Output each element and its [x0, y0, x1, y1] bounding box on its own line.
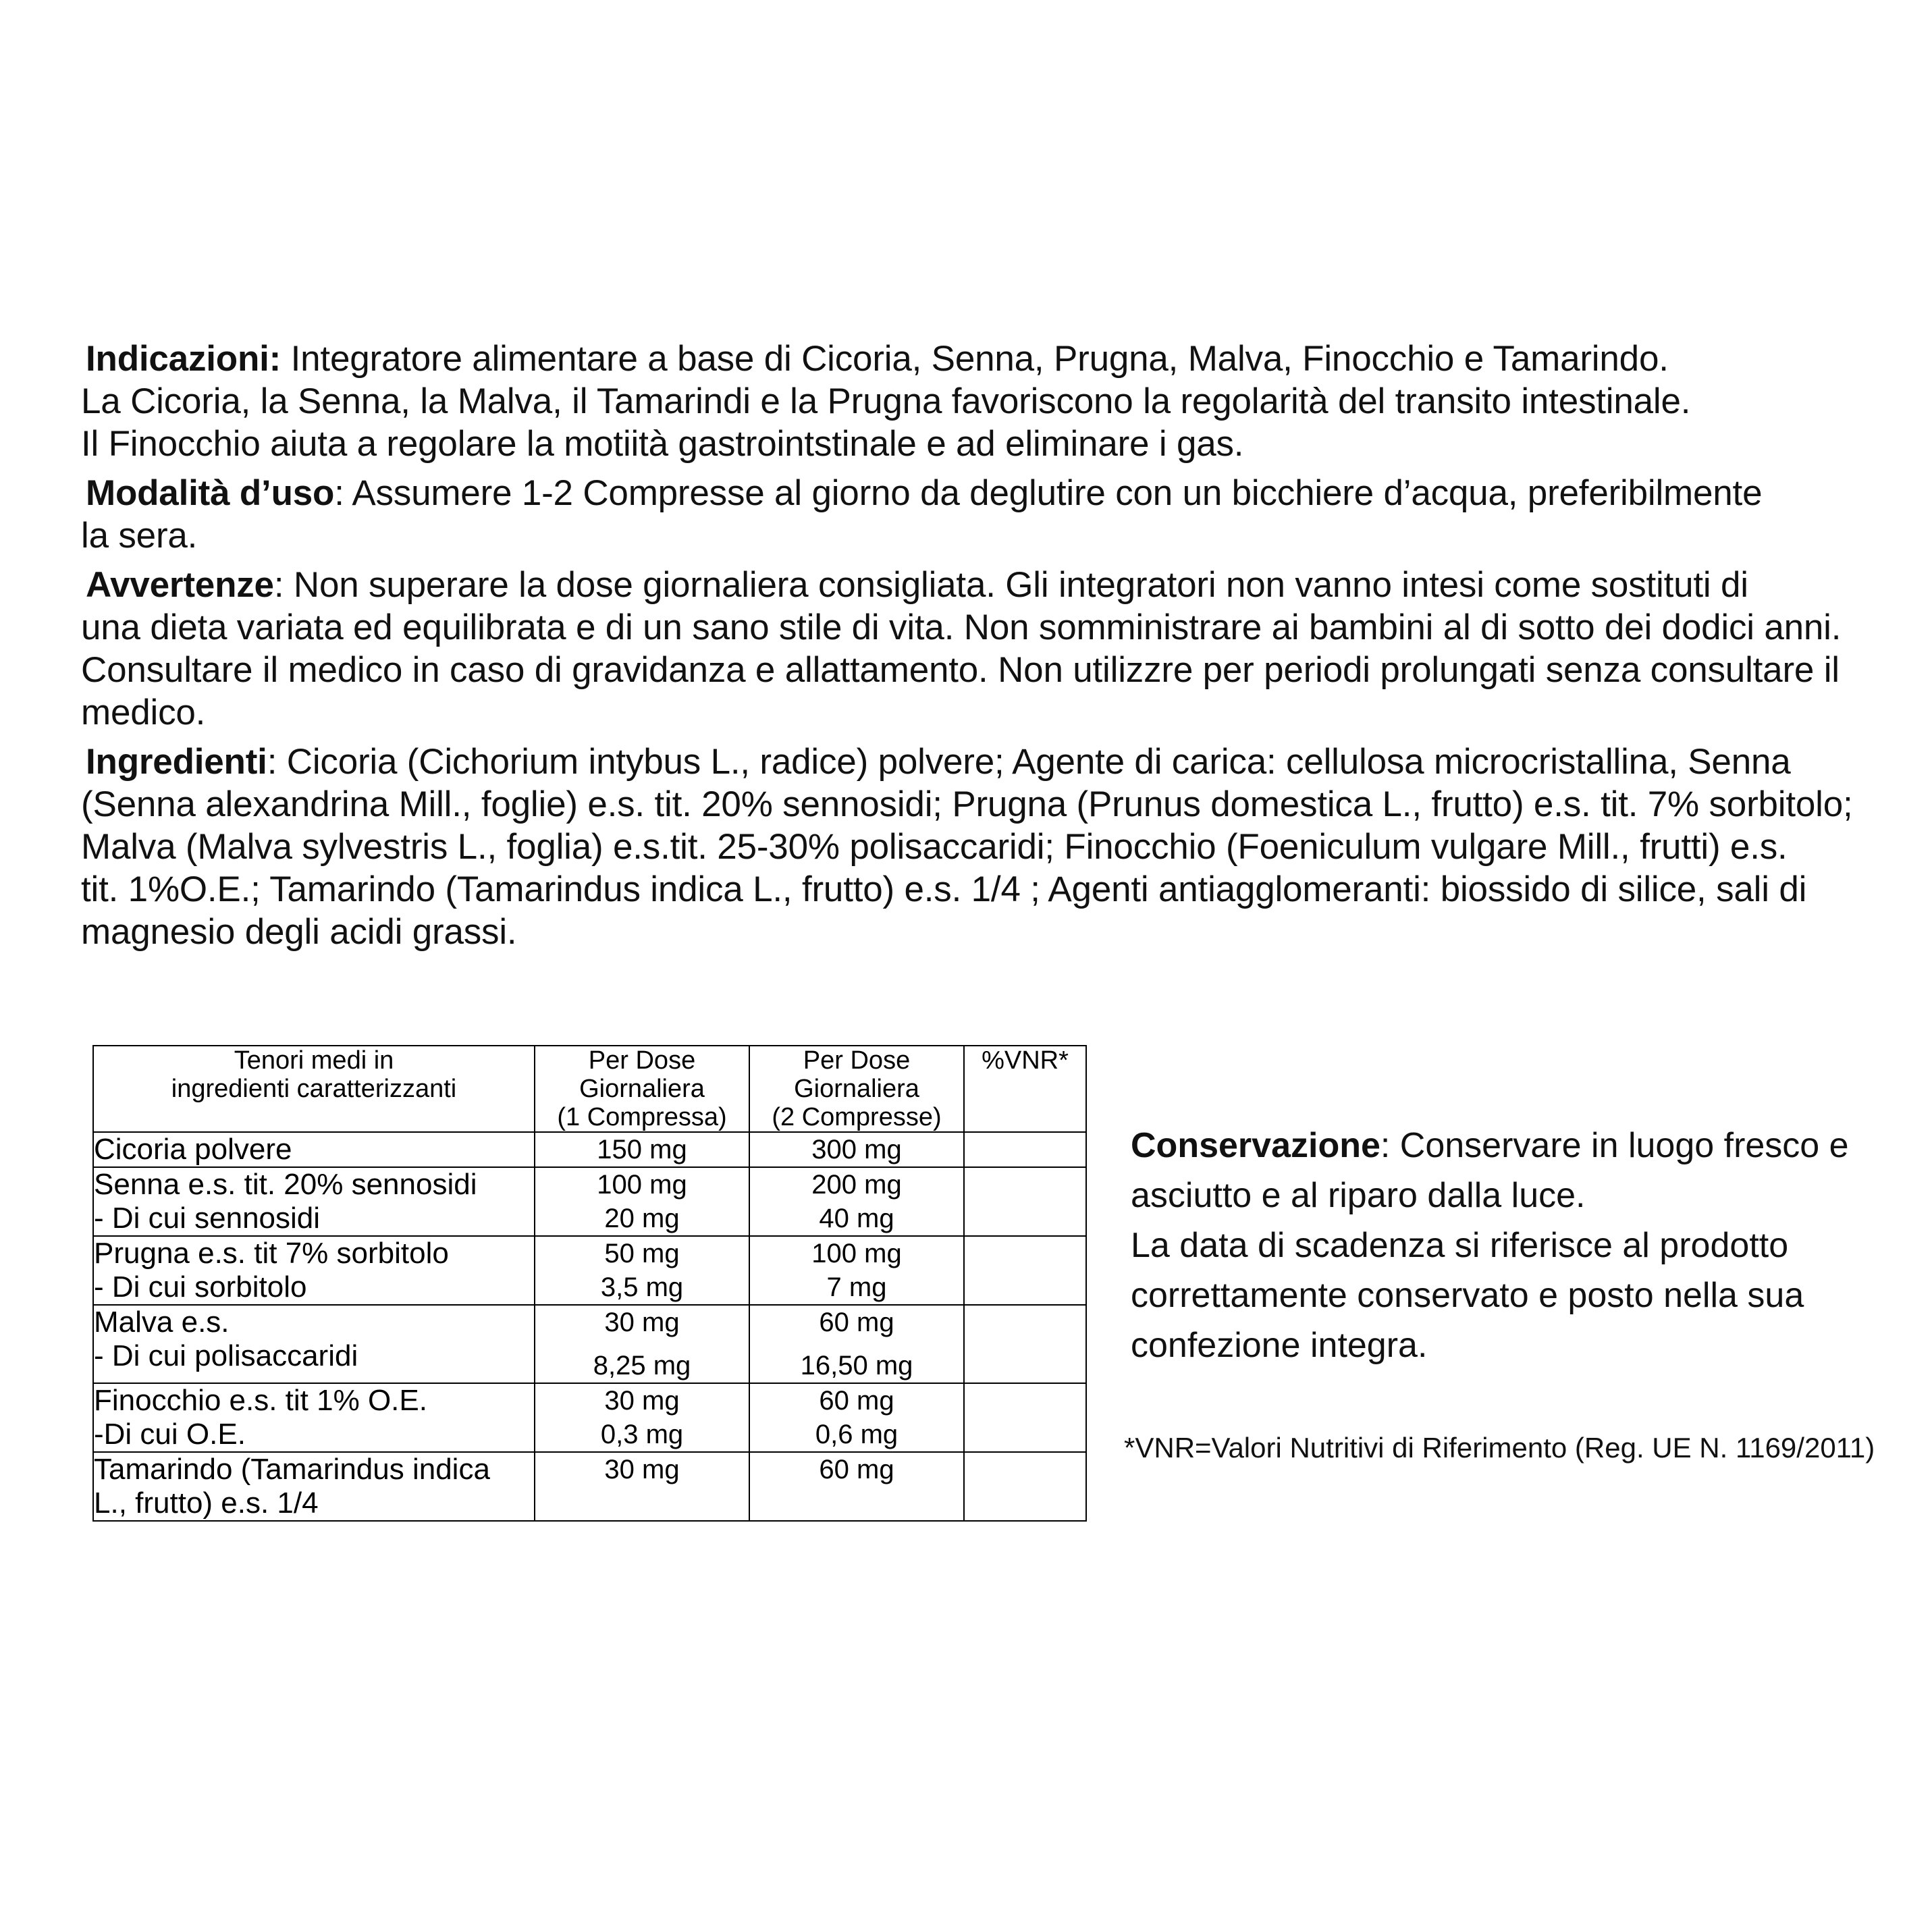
- header-dose-2-line1: Per Dose Giornaliera: [794, 1046, 919, 1103]
- header-ingredients-line1: Tenori medi in: [234, 1046, 394, 1075]
- paragraph-ingredienti: [81, 741, 1931, 953]
- row-name-sub: - Di cui polisaccaridi: [94, 1339, 358, 1372]
- indicazioni-line-2: La Cicoria, la Senna, la Malva, il Tamarindi e la Prugna favoriscono la regolarità del transito intestinale.: [81, 381, 1691, 421]
- row-name-senna: [93, 1167, 535, 1236]
- header-dose-1-line2: (1 Compressa): [557, 1103, 727, 1131]
- table-row: [93, 1132, 1086, 1167]
- row-dose1-senna: [535, 1167, 749, 1236]
- conservazione-line-5: confezione integra.: [1131, 1326, 1428, 1365]
- row-vnr-senna: [964, 1167, 1086, 1236]
- row-dose2-sub: 0,6 mg: [815, 1420, 898, 1449]
- row-dose1-main: 30 mg: [604, 1308, 680, 1337]
- row-dose1-malva: [535, 1305, 749, 1383]
- row-dose1-sub: 0,3 mg: [600, 1420, 684, 1449]
- row-dose2-prugna: [749, 1236, 964, 1305]
- header-dose-2-line2: (2 Compresse): [772, 1103, 942, 1131]
- table-row: [93, 1383, 1086, 1452]
- header-dose-1: [535, 1046, 749, 1132]
- row-dose1-main: 50 mg: [604, 1239, 680, 1268]
- ingredienti-text-1: : Cicoria (Cichorium intybus L., radice) polvere; Agente di carica: cellulosa microcristallina, Senna: [267, 742, 1791, 782]
- ingredienti-label: Ingredienti: [86, 742, 267, 782]
- avvertenze-line-1: [81, 564, 1931, 606]
- avvertenze-label: Avvertenze: [86, 565, 274, 605]
- paragraph-modalita-uso: [81, 472, 1931, 557]
- row-name-malva: [93, 1305, 535, 1383]
- conservazione-block: [1131, 1121, 1910, 1370]
- row-dose2-main: 300 mg: [811, 1135, 902, 1164]
- ingredienti-line-4: tit. 1%O.E.; Tamarindo (Tamarindus indica L., frutto) e.s. 1/4 ; Agenti antiagglomeranti: biossido di silice, sali di: [81, 869, 1807, 909]
- modalita-text-1: : Assumere 1-2 Compresse al giorno da deglutire con un bicchiere d’acqua, preferibilmente: [334, 473, 1763, 513]
- modalita-label: Modalità d’uso: [86, 473, 335, 513]
- avvertenze-line-3: Consultare il medico in caso di gravidanza e allattamento. Non utilizzre per periodi prolungati senza consultare il: [81, 650, 1840, 690]
- row-dose1-main: 30 mg: [604, 1386, 680, 1416]
- row-vnr-cicoria: [964, 1132, 1086, 1167]
- avvertenze-text-1: : Non superare la dose giornaliera consigliata. Gli integratori non vanno intesi come sostituti di: [273, 565, 1748, 605]
- conservazione-line-2: asciutto e al riparo dalla luce.: [1131, 1176, 1586, 1215]
- row-dose1-prugna: [535, 1236, 749, 1305]
- modalita-line-2: la sera.: [81, 516, 198, 556]
- conservazione-label: Conservazione: [1131, 1126, 1380, 1165]
- row-name-main: Tamarindo (Tamarindus indica: [94, 1453, 490, 1486]
- row-name-sub: L., frutto) e.s. 1/4: [94, 1486, 319, 1520]
- row-dose2-malva: [749, 1305, 964, 1383]
- row-dose1-tamarindo: [535, 1452, 749, 1521]
- row-dose2-main: 60 mg: [819, 1308, 894, 1337]
- ingredienti-line-2: (Senna alexandrina Mill., foglie) e.s. tit. 20% sennosidi; Prugna (Prunus domestica L., frutto) e.s. tit. 7% sorbitolo;: [81, 784, 1853, 824]
- row-vnr-prugna: [964, 1236, 1086, 1305]
- header-vnr: [964, 1046, 1086, 1132]
- row-dose2-main: 60 mg: [819, 1386, 894, 1416]
- paragraph-indicazioni: [81, 338, 1931, 465]
- row-dose1-main: 30 mg: [604, 1455, 680, 1484]
- row-dose2-cicoria: [749, 1132, 964, 1167]
- row-dose1-sub: 20 mg: [604, 1204, 680, 1233]
- avvertenze-line-2: una dieta variata ed equilibrata e di un sano stile di vita. Non somministrare ai bambini al di sotto dei dodici anni.: [81, 608, 1842, 647]
- ingredienti-line-3: Malva (Malva sylvestris L., foglia) e.s.tit. 25-30% polisaccaridi; Finocchio (Foeniculum vulgare Mill., frutti) e.s.: [81, 827, 1788, 867]
- row-name-prugna: [93, 1236, 535, 1305]
- row-dose2-sub: 16,50 mg: [800, 1351, 913, 1380]
- header-vnr-label: %VNR*: [982, 1046, 1069, 1075]
- row-dose2-main: 200 mg: [811, 1170, 902, 1200]
- row-vnr-finocchio: [964, 1383, 1086, 1452]
- conservazione-text-1: : Conservare in luogo fresco e: [1380, 1126, 1849, 1165]
- header-dose-1-line1: Per Dose Giornaliera: [579, 1046, 705, 1103]
- row-name-sub: - Di cui sorbitolo: [94, 1270, 307, 1304]
- row-name-main: Senna e.s. tit. 20% sennosidi: [94, 1168, 477, 1201]
- indicazioni-line-1: [81, 338, 1931, 380]
- row-dose1-sub: 8,25 mg: [593, 1351, 691, 1380]
- paragraph-avvertenze: [81, 564, 1931, 734]
- conservazione-line-4: correttamente conservato e posto nella sua: [1131, 1276, 1804, 1315]
- row-name-main: Prugna e.s. tit 7% sorbitolo: [94, 1237, 449, 1270]
- row-vnr-malva: [964, 1305, 1086, 1383]
- row-name-main: Malva e.s.: [94, 1306, 230, 1339]
- row-name-main: Cicoria polvere: [94, 1133, 292, 1166]
- row-dose1-spacer: [535, 1339, 749, 1349]
- row-dose2-senna: [749, 1167, 964, 1236]
- indicazioni-line-3: Il Finocchio aiuta a regolare la motiità gastrointstinale e ad eliminare i gas.: [81, 424, 1244, 464]
- row-dose2-main: 100 mg: [811, 1239, 902, 1268]
- vnr-footnote: *VNR=Valori Nutritivi di Riferimento (Reg. UE N. 1169/2011): [1124, 1432, 1875, 1464]
- indicazioni-text-1: Integratore alimentare a base di Cicoria, Senna, Prugna, Malva, Finocchio e Tamarindo.: [281, 339, 1669, 379]
- row-dose1-main: 100 mg: [597, 1170, 687, 1200]
- row-name-finocchio: [93, 1383, 535, 1452]
- conservazione-line-3: La data di scadenza si riferisce al prodotto: [1131, 1226, 1789, 1265]
- row-name-sub: -Di cui O.E.: [94, 1418, 246, 1451]
- conservazione-line-1: [1131, 1121, 1910, 1171]
- header-dose-2: [749, 1046, 964, 1132]
- header-ingredients-line2: ingredienti caratterizzanti: [171, 1075, 457, 1103]
- ingredienti-line-5: magnesio degli acidi grassi.: [81, 912, 517, 952]
- paragraph-conservazione: [1131, 1121, 1910, 1370]
- row-dose2-sub: 40 mg: [819, 1204, 894, 1233]
- row-dose1-sub: 3,5 mg: [600, 1272, 684, 1302]
- row-dose2-tamarindo: [749, 1452, 964, 1521]
- table-row: [93, 1452, 1086, 1521]
- table-row: [93, 1236, 1086, 1305]
- row-dose1-cicoria: [535, 1132, 749, 1167]
- row-dose1-finocchio: [535, 1383, 749, 1452]
- row-name-sub: - Di cui sennosidi: [94, 1202, 321, 1235]
- avvertenze-line-4: medico.: [81, 693, 206, 732]
- row-dose1-main: 150 mg: [597, 1135, 687, 1164]
- row-vnr-tamarindo: [964, 1452, 1086, 1521]
- row-dose2-spacer: [750, 1339, 963, 1349]
- row-name-tamarindo: [93, 1452, 535, 1521]
- row-dose2-sub: 7 mg: [826, 1272, 887, 1302]
- nutrition-table: [92, 1045, 1087, 1522]
- table-row: [93, 1167, 1086, 1236]
- ingredienti-line-1: [81, 741, 1931, 783]
- row-dose2-finocchio: [749, 1383, 964, 1452]
- row-name-cicoria: [93, 1132, 535, 1167]
- row-name-main: Finocchio e.s. tit 1% O.E.: [94, 1384, 427, 1417]
- header-ingredients: [93, 1046, 535, 1132]
- table-row: [93, 1305, 1086, 1383]
- instructions-text-block: [81, 338, 1931, 953]
- row-dose2-main: 60 mg: [819, 1455, 894, 1484]
- modalita-line-1: [81, 472, 1931, 514]
- indicazioni-label: Indicazioni:: [86, 339, 281, 379]
- table-header-row: [93, 1046, 1086, 1132]
